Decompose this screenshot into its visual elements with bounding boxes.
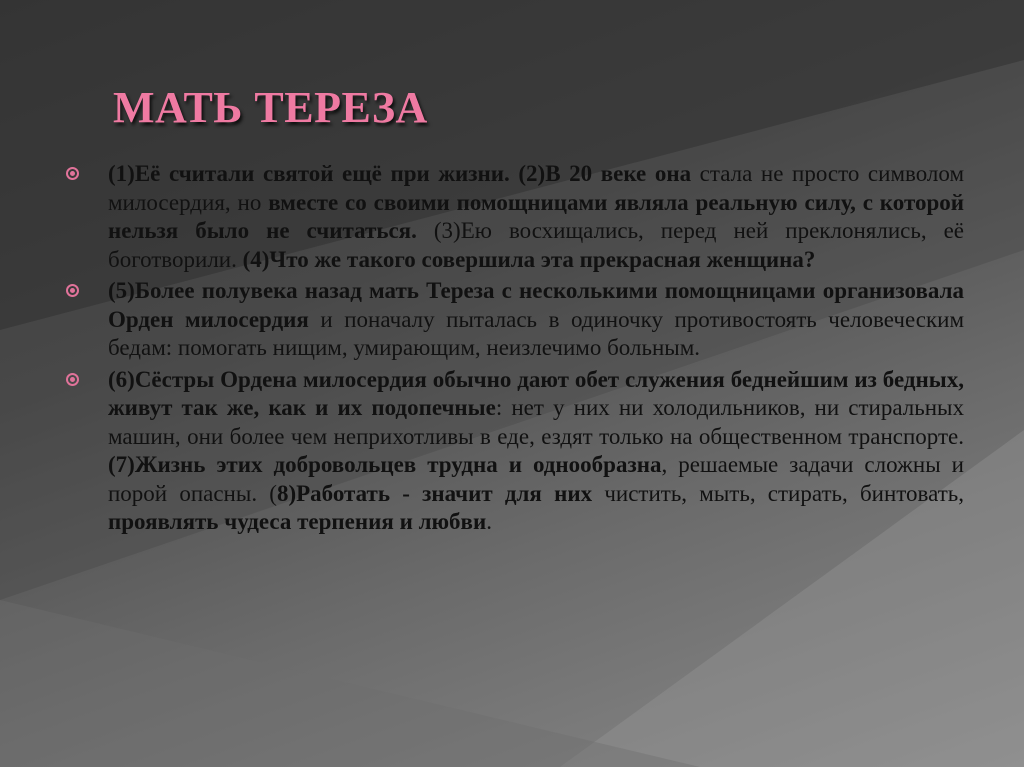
bullet-paragraph — [64, 277, 964, 363]
bullet-paragraph — [64, 366, 964, 537]
text-segment: (5)Более полувека назад мать Тереза с несколькими помощницами организовала Орден милосердия — [108, 278, 964, 332]
text-segment: и поначалу пыталась в одиночку противостоять человеческим бедам: помогать нищим, умирающим, неизлечимо больным. — [108, 306, 965, 360]
text-segment: чистить, мыть, стирать, бинтовать, — [592, 480, 964, 506]
text-segment: проявлять чудеса терпения и любви — [108, 509, 487, 534]
text-segment: (6)Сёстры Ордена милосердия обычно дают обет служения беднейшим из бедных, живут так же, как и их подопечные — [108, 366, 964, 420]
text-segment: (3)Ею восхищались, перед ней преклонялись, её боготворили. — [108, 218, 964, 272]
circle-bullet-icon — [66, 167, 79, 180]
text-segment: стала не просто символом милосердия, но — [108, 161, 964, 215]
text-segment: (7)Жизнь этих добровольцев трудна и однообразна — [108, 452, 662, 477]
circle-bullet-icon — [66, 373, 79, 386]
slide-title: МАТЬ ТЕРЕЗА — [113, 83, 428, 132]
text-segment: вместе со своими помощницами являла реальную силу, с которой нельзя было не считаться. — [108, 189, 964, 243]
text-segment: . — [486, 509, 492, 534]
text-segment: 8)Работать - значит для них — [276, 480, 593, 506]
slide-body — [64, 160, 964, 540]
text-segment: (4)Что же такого совершила эта прекрасная женщина? — [242, 246, 816, 272]
circle-bullet-icon — [66, 284, 79, 297]
bullet-paragraph — [64, 160, 964, 274]
text-segment: (1)Её считали святой ещё при жизни. (2)В 20 веке она — [108, 161, 700, 186]
text-segment: : нет у них ни холодильников, ни стиральных машин, они более чем неприхотливы в еде, ездят только на общественном транспорте. — [108, 395, 964, 449]
text-segment: , решаемые задачи сложны и порой опасны. ( — [108, 452, 964, 506]
